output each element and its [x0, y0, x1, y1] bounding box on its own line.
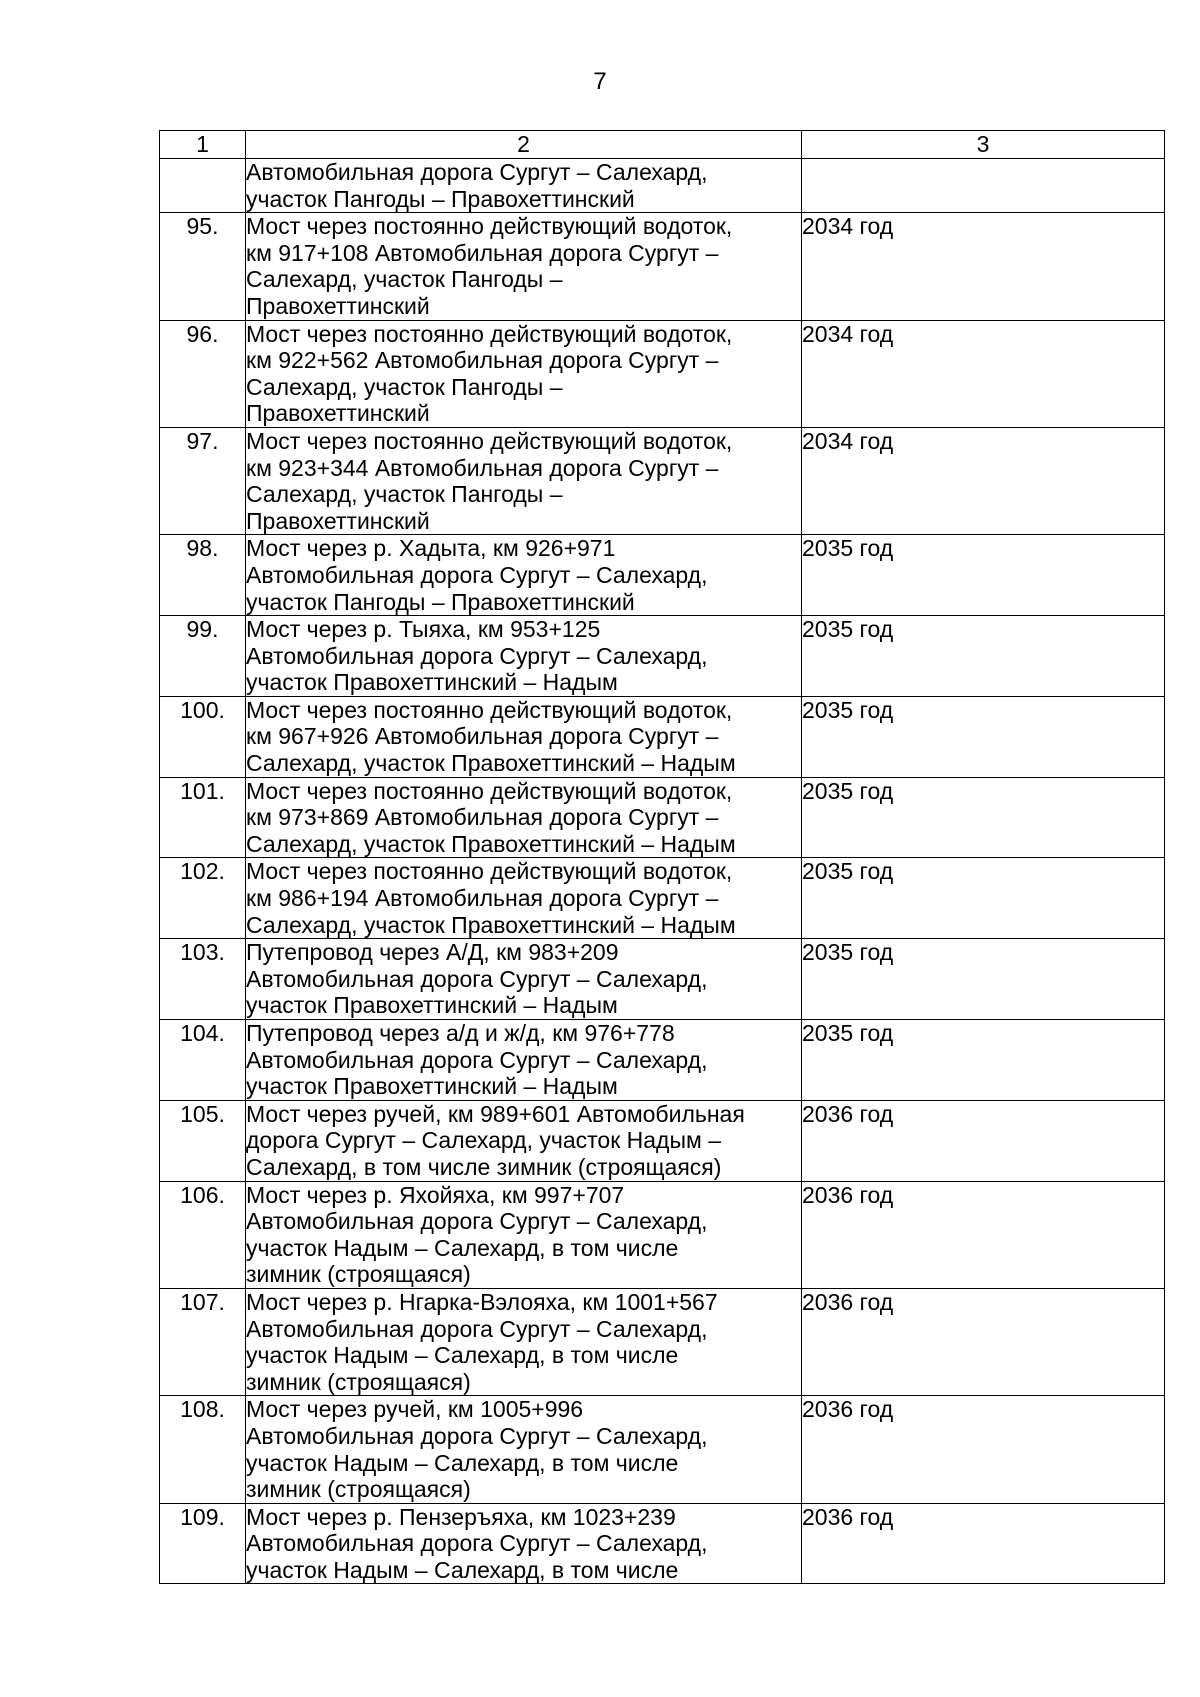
- table-row: [160, 1396, 1165, 1503]
- object-name: [246, 696, 802, 777]
- object-name-line: Мост через постоянно действующий водоток,: [246, 213, 733, 240]
- completion-year: 2035 год: [802, 858, 1165, 939]
- row-number: 102.: [160, 858, 246, 939]
- object-name-line: участок Надым – Салехард, в том числе: [246, 1556, 679, 1583]
- table-row: [160, 535, 1165, 616]
- row-number: 98.: [160, 535, 246, 616]
- object-name-line: Мост через ручей, км 1005+996: [246, 1396, 584, 1423]
- object-name: [246, 777, 802, 858]
- completion-year: 2035 год: [802, 939, 1165, 1020]
- object-name-line: участок Правохеттинский – Надым: [246, 1073, 618, 1100]
- object-name: [246, 1020, 802, 1101]
- object-name: [246, 1181, 802, 1288]
- row-number: 95.: [160, 213, 246, 320]
- object-name: [246, 1100, 802, 1181]
- object-name-line: км 917+108 Автомобильная дорога Сургут –: [246, 239, 719, 266]
- row-number: 107.: [160, 1288, 246, 1395]
- completion-year: 2035 год: [802, 616, 1165, 697]
- object-name-line: Салехард, участок Правохеттинский – Надым: [246, 750, 736, 777]
- completion-year: 2034 год: [802, 427, 1165, 534]
- table-row: [160, 1020, 1165, 1101]
- object-name-line: Автомобильная дорога Сургут – Салехард,: [246, 1208, 708, 1235]
- object-name-line: Путепровод через А/Д, км 983+209: [246, 939, 619, 966]
- object-name-line: Мост через р. Хадыта, км 926+971: [246, 535, 616, 562]
- object-name-line: Мост через р. Нгарка-Вэлояха, км 1001+567: [246, 1288, 718, 1315]
- object-name-line: Автомобильная дорога Сургут – Салехард,: [246, 1046, 708, 1073]
- row-number: 101.: [160, 777, 246, 858]
- table-row: [160, 1288, 1165, 1395]
- object-name-line: Мост через постоянно действующий водоток,: [246, 777, 733, 804]
- completion-year: 2036 год: [802, 1181, 1165, 1288]
- completion-year: 2035 год: [802, 696, 1165, 777]
- object-name: [246, 159, 802, 213]
- table-row: [160, 777, 1165, 858]
- table-row: [160, 1100, 1165, 1181]
- page-number: 7: [593, 68, 607, 95]
- object-name-line: участок Пангоды – Правохеттинский: [246, 588, 635, 615]
- table-row: [160, 427, 1165, 534]
- object-name-line: Салехард, в том числе зимник (строящаяся): [246, 1153, 722, 1180]
- row-number: [160, 159, 246, 213]
- object-name-line: участок Надым – Салехард, в том числе: [246, 1449, 679, 1476]
- object-name: [246, 616, 802, 697]
- table-row: [160, 213, 1165, 320]
- row-number: 109.: [160, 1503, 246, 1584]
- object-name-line: Мост через р. Яхойяха, км 997+707: [246, 1181, 625, 1208]
- row-number: 100.: [160, 696, 246, 777]
- object-name-line: зимник (строящаяся): [246, 1368, 471, 1395]
- object-name-line: Мост через ручей, км 989+601 Автомобильная: [246, 1100, 745, 1127]
- object-name-line: км 967+926 Автомобильная дорога Сургут –: [246, 723, 719, 750]
- object-name: [246, 939, 802, 1020]
- object-name: [246, 858, 802, 939]
- object-name: [246, 1396, 802, 1503]
- object-name-line: км 923+344 Автомобильная дорога Сургут –: [246, 454, 719, 481]
- object-name: [246, 427, 802, 534]
- completion-year: 2034 год: [802, 320, 1165, 427]
- object-name-line: Салехард, участок Пангоды –: [246, 266, 563, 293]
- row-number: 99.: [160, 616, 246, 697]
- object-name-line: участок Надым – Салехард, в том числе: [246, 1342, 679, 1369]
- row-number: 106.: [160, 1181, 246, 1288]
- table-row: [160, 159, 1165, 213]
- table-row: [160, 1503, 1165, 1584]
- object-name-line: Салехард, участок Пангоды –: [246, 481, 563, 508]
- object-name-line: Мост через постоянно действующий водоток,: [246, 320, 733, 347]
- object-name-line: Путепровод через а/д и ж/д, км 976+778: [246, 1020, 675, 1046]
- column-header-3: 3: [802, 131, 1165, 159]
- object-name-line: км 973+869 Автомобильная дорога Сургут –: [246, 804, 719, 831]
- object-name-line: Мост через р. Тыяха, км 953+125: [246, 616, 601, 643]
- completion-year: 2035 год: [802, 777, 1165, 858]
- object-name-line: участок Пангоды – Правохеттинский: [246, 185, 635, 212]
- completion-year: 2036 год: [802, 1288, 1165, 1395]
- completion-year: 2036 год: [802, 1100, 1165, 1181]
- object-name-line: Правохеттинский: [246, 292, 430, 319]
- completion-year: 2035 год: [802, 1020, 1165, 1101]
- row-number: 108.: [160, 1396, 246, 1503]
- completion-year: 2034 год: [802, 213, 1165, 320]
- table-row: [160, 858, 1165, 939]
- object-name-line: Мост через р. Пензеръяха, км 1023+239: [246, 1503, 676, 1530]
- object-name-line: Правохеттинский: [246, 507, 430, 534]
- object-name-line: Мост через постоянно действующий водоток,: [246, 427, 733, 454]
- object-name-line: дорога Сургут – Салехард, участок Надым –: [246, 1127, 722, 1154]
- object-name-line: Мост через постоянно действующий водоток,: [246, 858, 733, 885]
- object-name-line: Салехард, участок Правохеттинский – Надым: [246, 830, 736, 857]
- object-name-line: км 922+562 Автомобильная дорога Сургут –: [246, 347, 719, 374]
- object-name-line: участок Правохеттинский – Надым: [246, 992, 618, 1019]
- object-name-line: Автомобильная дорога Сургут – Салехард,: [246, 561, 708, 588]
- object-name-line: Салехард, участок Пангоды –: [246, 373, 563, 400]
- table-row: [160, 616, 1165, 697]
- row-number: 104.: [160, 1020, 246, 1101]
- row-number: 96.: [160, 320, 246, 427]
- completion-year: 2036 год: [802, 1396, 1165, 1503]
- row-number: 103.: [160, 939, 246, 1020]
- completion-year: 2036 год: [802, 1503, 1165, 1584]
- object-name: [246, 1503, 802, 1584]
- object-name-line: Автомобильная дорога Сургут – Салехард,: [246, 1422, 708, 1449]
- object-name-line: Автомобильная дорога Сургут – Салехард,: [246, 1530, 708, 1557]
- table-row: [160, 320, 1165, 427]
- object-name-line: зимник (строящаяся): [246, 1476, 471, 1503]
- object-name-line: Автомобильная дорога Сургут – Салехард,: [246, 965, 708, 992]
- object-name-line: км 986+194 Автомобильная дорога Сургут –: [246, 885, 719, 912]
- table-header-row: [160, 131, 1165, 159]
- column-header-1: 1: [160, 131, 246, 159]
- object-name-line: участок Правохеттинский – Надым: [246, 669, 618, 696]
- completion-year: [802, 159, 1165, 213]
- object-name-line: Автомобильная дорога Сургут – Салехард,: [246, 159, 708, 185]
- object-name: [246, 320, 802, 427]
- column-header-2: 2: [246, 131, 802, 159]
- table-body: [160, 131, 1165, 1584]
- object-name-line: участок Надым – Салехард, в том числе: [246, 1234, 679, 1261]
- object-name-line: Правохеттинский: [246, 400, 430, 427]
- table-row: [160, 696, 1165, 777]
- completion-year: 2035 год: [802, 535, 1165, 616]
- object-name: [246, 213, 802, 320]
- row-number: 97.: [160, 427, 246, 534]
- object-name-line: Салехард, участок Правохеттинский – Надым: [246, 911, 736, 938]
- object-name-line: Автомобильная дорога Сургут – Салехард,: [246, 642, 708, 669]
- row-number: 105.: [160, 1100, 246, 1181]
- table-row: [160, 1181, 1165, 1288]
- object-name: [246, 1288, 802, 1395]
- object-name-line: зимник (строящаяся): [246, 1261, 471, 1288]
- object-name-line: Автомобильная дорога Сургут – Салехард,: [246, 1315, 708, 1342]
- object-name-line: Мост через постоянно действующий водоток,: [246, 696, 733, 723]
- object-name: [246, 535, 802, 616]
- objects-table: [159, 130, 1165, 1584]
- table-row: [160, 939, 1165, 1020]
